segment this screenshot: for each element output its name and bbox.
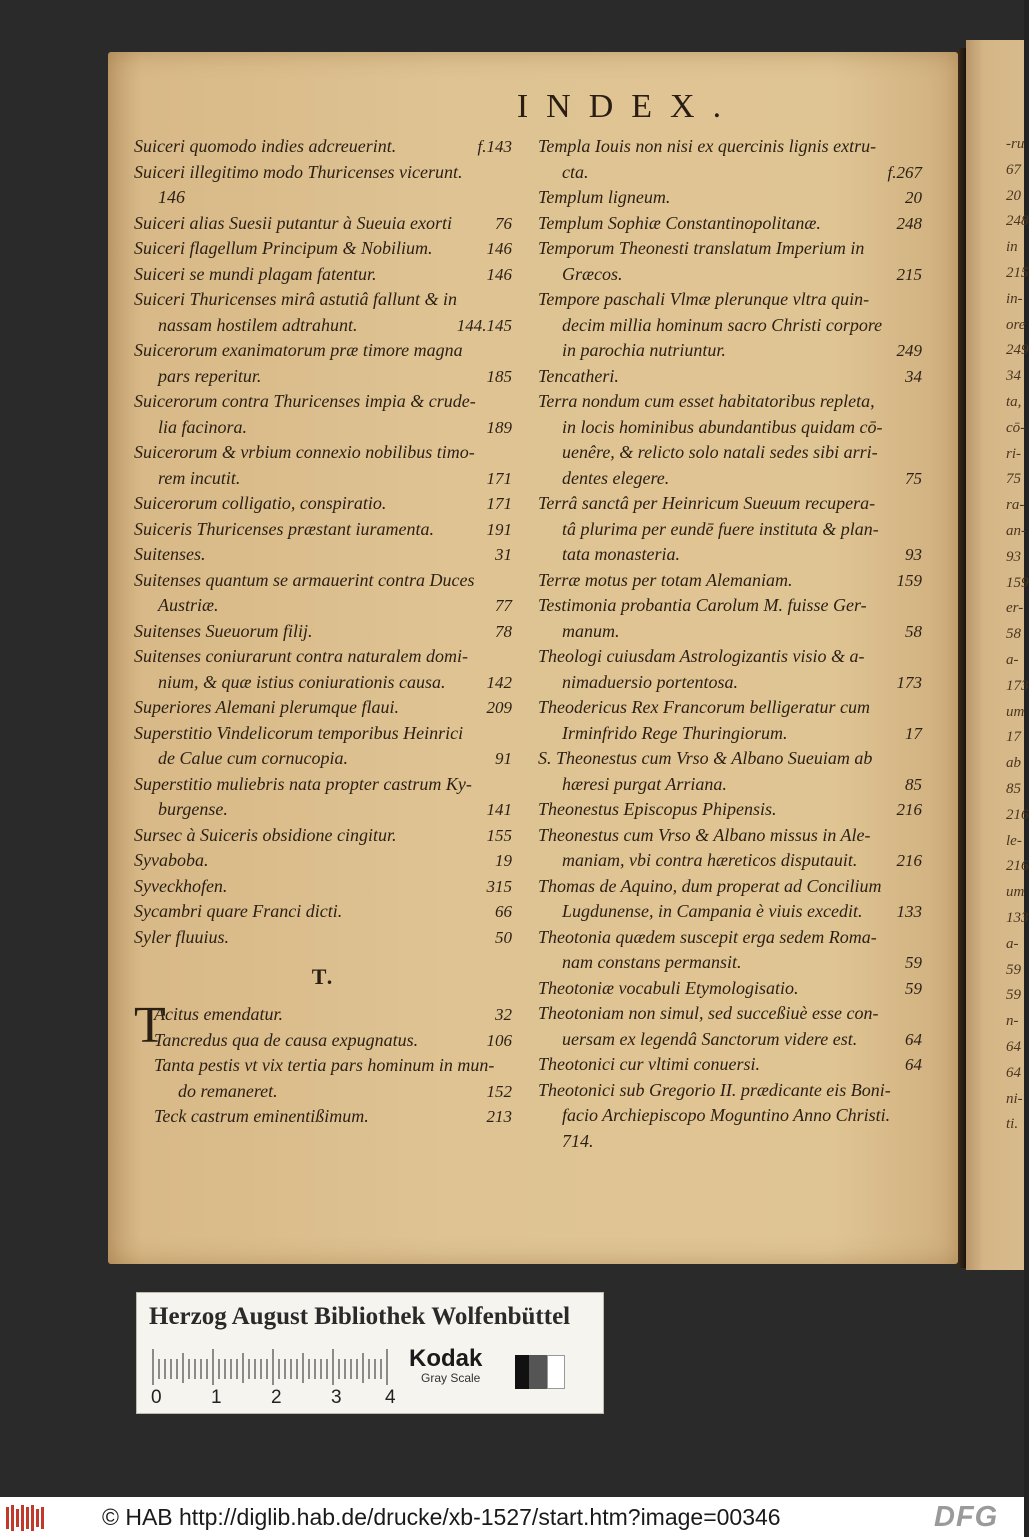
entry-line: Tencatheri. (538, 365, 619, 386)
entry-line: Suitenses Sueuorum filij. (134, 620, 313, 641)
entry-line: S. Theonestus cum Vrso & Albano Sueuiam ab (538, 748, 873, 768)
index-entry (538, 389, 922, 491)
page-number: 17 (905, 723, 922, 743)
page-number: 75 (905, 468, 922, 488)
entry-line: nium, & quæ istius coniurationis causa. (158, 671, 446, 692)
entry-line: cta. (562, 161, 589, 182)
entry-line: Tanta pestis vt vix tertia pars hominum in mun- (154, 1055, 495, 1075)
facing-page-fragment: a- (1006, 652, 1019, 668)
footer-bar (0, 1497, 1024, 1537)
facing-page-fragment: 17 (1006, 729, 1021, 746)
page-number: 64 (905, 1055, 922, 1074)
ruler-number: 4 (385, 1387, 396, 1408)
gray-patch-dark (529, 1355, 547, 1389)
index-entry (538, 797, 922, 823)
facing-page-fragment: 59 (1006, 961, 1021, 978)
index-entry (134, 899, 512, 925)
facing-page-fragment: er- (1006, 600, 1024, 617)
entry-line: Lugdunense, in Campania è viuis excedit. (562, 901, 863, 921)
entry-line: maniam, vbi contra hæreticos disputauit. (562, 850, 858, 870)
entry-line: Testimonia probantia Carolum M. fuisse Ger- (538, 595, 867, 615)
dfg-logo: DFG (934, 1501, 999, 1533)
facing-page-fragment: um (1006, 703, 1025, 720)
entry-line: facio Archiepiscopo Moguntino Anno Christi. (562, 1105, 891, 1125)
entry-line: Terra nondum cum esset habitatoribus repleta, (538, 391, 875, 411)
page-number: 315 (486, 876, 512, 896)
facing-page-fragment: a- (1006, 935, 1019, 952)
section-heading-t: T. (311, 964, 335, 989)
index-entry (538, 593, 922, 644)
facing-page-fragment: le- (1006, 832, 1022, 849)
page-number: 209 (486, 698, 512, 717)
book-page (108, 52, 958, 1264)
facing-page-fragment: 59 (1006, 987, 1021, 1004)
page-number: 78 (495, 621, 512, 641)
index-entry (538, 185, 922, 211)
entry-line: Theotoniæ vocabuli Etymologisatio. (538, 977, 799, 998)
page-number: 249 (896, 341, 922, 360)
page-number: 144.145 (456, 315, 512, 335)
facing-page-fragment: 93 (1006, 548, 1021, 565)
index-entry (134, 721, 512, 772)
entry-line: Theotonia quædem suscepit erga sedem Roma- (538, 926, 877, 947)
page-number: 215 (896, 264, 922, 284)
page-number: 50 (495, 927, 512, 947)
ruler-number: 2 (271, 1387, 282, 1408)
page-number: 58 (905, 621, 922, 641)
entry-line: Superstitio muliebris nata propter castrum Ky- (134, 773, 472, 794)
entry-line: Suiceri quomodo indies adcreuerint. (134, 136, 397, 156)
page-number: 155 (486, 825, 512, 845)
measurement-ruler (151, 1349, 391, 1389)
page-number: 76 (495, 213, 512, 233)
entry-line: Suiceri Thuricenses mirâ astutiâ fallunt & in (134, 289, 457, 309)
index-entry (134, 644, 512, 695)
facing-page-fragment: 216 (1006, 806, 1029, 823)
page-number: 142 (486, 672, 512, 692)
entry-line: Theodericus Rex Francorum belligeratur cum (538, 697, 870, 717)
page-number: 248 (896, 213, 922, 233)
page-number: 19 (495, 851, 512, 870)
entry-line: Superstitio Vindelicorum temporibus Heinrici (134, 722, 464, 743)
page-number: 159 (896, 570, 922, 590)
facing-page-fragment: 159 (1006, 574, 1029, 591)
left-column (134, 134, 512, 1130)
page-number: 189 (486, 417, 512, 437)
entry-line: Suiceri illegitimo modo Thuricenses vicerunt. (134, 161, 463, 182)
entry-line: Suicerorum colligatio, conspiratio. (134, 493, 387, 513)
facing-page-fragment: 249 (1006, 342, 1029, 359)
section-t-entries (134, 997, 512, 1130)
facing-page-fragment: 58 (1006, 626, 1021, 643)
index-entry (134, 338, 512, 389)
entry-line: lia facinora. (158, 416, 247, 437)
facing-page-fragment: n- (1006, 1013, 1019, 1030)
index-entry (134, 695, 512, 721)
facing-page-fragment: 75 (1006, 471, 1021, 488)
entry-line: do remaneret. (178, 1080, 278, 1101)
page-number: 64 (905, 1029, 922, 1049)
index-entry (538, 1052, 922, 1078)
facing-page-fragment: um (1006, 884, 1025, 901)
index-entry (134, 236, 512, 262)
entry-line: Superiores Alemani plerumque flaui. (134, 697, 399, 717)
entry-line: tâ plurima per eundē fuere instituta & plan- (562, 518, 879, 539)
index-entry (538, 1001, 922, 1052)
entry-line: uenêre, & relicto solo natali sedes sibi arri- (562, 442, 878, 462)
gray-patch-black (515, 1355, 529, 1389)
entry-line: pars reperitur. (158, 365, 262, 386)
book-spine (958, 48, 966, 1268)
facing-page-fragment: 34 (1006, 368, 1021, 385)
page-number: 146 (486, 239, 512, 258)
index-entry (134, 772, 512, 823)
page-number: 191 (486, 519, 512, 539)
index-entry (134, 619, 512, 645)
entry-line: Theonestus cum Vrso & Albano missus in Ale- (538, 824, 871, 845)
entry-line: Austriæ. (158, 595, 219, 615)
hab-logo-icon (6, 1505, 46, 1531)
entry-line: dentes elegere. (562, 467, 670, 488)
entry-line: Tancredus qua de causa expugnatus. (154, 1029, 419, 1050)
facing-page-fragment: 64 (1006, 1064, 1021, 1081)
entry-line: Acitus emendatur. (154, 1004, 283, 1024)
color-calibration-card (136, 1292, 604, 1414)
facing-page-fragment: ta, (1006, 394, 1022, 410)
facing-page-fragment: ti. (1006, 1116, 1019, 1133)
page-number: 20 (905, 188, 922, 207)
page-number: 133 (896, 902, 922, 921)
drop-capital: T (134, 997, 166, 1054)
ruler-number: 0 (151, 1387, 162, 1408)
index-entry (134, 874, 512, 900)
entry-line: Terrâ sanctâ per Heinricum Sueuum recupera- (538, 493, 876, 513)
entry-line: Irminfrido Rege Thuringiorum. (562, 722, 788, 743)
entry-line: Theotonici sub Gregorio II. prædicante eis Boni- (538, 1079, 891, 1100)
entry-line: hæresi purgat Arriana. (562, 773, 727, 794)
entry-line: Suiceris Thuricenses præstant iuramenta. (134, 518, 434, 539)
copyright-url: © HAB http://diglib.hab.de/drucke/xb-1527/start.htm?image=00346 (102, 1504, 781, 1530)
entry-line: Teck castrum eminentißimum. (154, 1106, 369, 1126)
page-header: INDEX. (516, 88, 740, 125)
page-number: 152 (486, 1081, 512, 1101)
page-number: 59 (905, 953, 922, 972)
index-entry (538, 695, 922, 746)
index-entry (134, 568, 512, 619)
index-entry (154, 1002, 512, 1028)
index-entry (538, 364, 922, 390)
entry-line: Theologi cuiusdam Astrologizantis visio & a- (538, 646, 865, 666)
ruler-number: 1 (211, 1387, 222, 1408)
entry-line: rem incutit. (158, 467, 241, 488)
index-entry (134, 542, 512, 568)
entry-line: Sursec à Suiceris obsidione cingitur. (134, 824, 397, 845)
entry-line: nimaduersio portentosa. (562, 671, 739, 692)
facing-page-fragment: 215 (1006, 265, 1029, 281)
index-entry (134, 491, 512, 517)
facing-page-fragment: in- (1006, 290, 1023, 307)
page-number: 146 (486, 264, 512, 284)
index-entry (538, 976, 922, 1002)
page-number: 85 (905, 774, 922, 794)
index-entry (538, 134, 922, 185)
page-number: 171 (486, 468, 512, 488)
page-number: f.267 (887, 162, 922, 182)
entry-line: in locis hominibus abundantibus quidam cō- (562, 416, 883, 437)
entry-line: Suicerorum contra Thuricenses impia & crude- (134, 391, 476, 411)
index-entry (154, 1053, 512, 1104)
facing-page-fragment: 85 (1006, 781, 1021, 797)
entry-line: decim millia hominum sacro Christi corpore (562, 314, 883, 335)
index-entry (134, 389, 512, 440)
entry-line: Terræ motus per totam Alemaniam. (538, 569, 793, 590)
entry-line: nassam hostilem adtrahunt. (158, 314, 358, 335)
page-number: 213 (486, 1107, 512, 1126)
page-number: 59 (905, 978, 922, 998)
facing-page-fragment: ri- (1006, 445, 1021, 462)
page-number: 173 (896, 672, 922, 692)
index-entry (154, 1028, 512, 1054)
entry-line: Theonestus Episcopus Phipensis. (538, 799, 777, 819)
page-number: 141 (486, 800, 512, 819)
entry-line: burgense. (158, 799, 228, 819)
entry-line: Sycambri quare Franci dicti. (134, 901, 343, 921)
facing-page-edge (966, 40, 1029, 1270)
index-entry (538, 874, 922, 925)
index-entry (134, 160, 512, 211)
entry-line: Suitenses coniurarunt contra naturalem domi- (134, 646, 468, 666)
index-entry (538, 287, 922, 364)
page-number: 171 (486, 494, 512, 513)
index-entry (538, 211, 922, 237)
index-entry (538, 236, 922, 287)
entry-line: Suiceri flagellum Principum & Nobilium. (134, 238, 433, 258)
entry-line: Templum Sophiæ Constantinopolitanæ. (538, 212, 821, 233)
page-number: 32 (495, 1005, 512, 1024)
index-entry (134, 262, 512, 288)
gray-patch-white (547, 1355, 565, 1389)
facing-page-fragment: ni- (1006, 1090, 1023, 1107)
entry-line: in parochia nutriuntur. (562, 340, 726, 360)
index-entry (538, 568, 922, 594)
index-entry (538, 491, 922, 568)
entry-line: Tempore paschali Vlmæ plerunque vltra quin- (538, 289, 870, 309)
ruler-number: 3 (331, 1387, 342, 1408)
page-number: 216 (896, 800, 922, 819)
entry-line: nam constans permansit. (562, 952, 742, 972)
entry-line: tata monasteria. (562, 544, 681, 564)
index-entry (538, 925, 922, 976)
facing-page-fragment: 173 (1006, 677, 1029, 694)
page-number: 66 (495, 902, 512, 921)
facing-page-fragment: 64 (1006, 1039, 1021, 1055)
index-entry (134, 287, 512, 338)
facing-page-fragment: 248 (1006, 213, 1029, 230)
index-entry (134, 823, 512, 849)
index-entry (134, 848, 512, 874)
index-entry (134, 925, 512, 951)
entry-line: Suiceri se mundi plagam fatentur. (134, 263, 377, 284)
facing-page-fragment: in (1006, 239, 1018, 256)
facing-page-fragment: 216 (1006, 858, 1029, 875)
kodak-logo: Kodak (409, 1345, 483, 1372)
entry-line: Syvaboba. (134, 850, 209, 870)
entry-line: Theotoniam non simul, sed succeßiuè esse con- (538, 1003, 879, 1023)
right-column (538, 134, 922, 1154)
index-entry (538, 1078, 922, 1155)
page-number: 185 (486, 366, 512, 386)
entry-line: Suicerorum & vrbium connexio nobilibus timo- (134, 442, 475, 462)
facing-page-fragment: cō- (1006, 419, 1026, 436)
entry-line: 714. (562, 1130, 594, 1151)
page-number: 77 (495, 596, 512, 615)
entry-line: de Calue cum cornucopia. (158, 748, 348, 768)
facing-page-fragment: ab (1006, 755, 1021, 772)
entry-line: Templa Iouis non nisi ex quercinis lignis extru- (538, 136, 877, 156)
entry-line: Suitenses quantum se armauerint contra Duces (134, 569, 475, 590)
entry-line: Suicerorum exanimatorum præ timore magna (134, 340, 463, 360)
entry-line: Syler fluuius. (134, 926, 229, 947)
facing-page-fragment: -ru (1006, 136, 1025, 152)
entry-line: Suitenses. (134, 544, 206, 564)
entry-line: 146 (158, 187, 185, 207)
facing-page-fragment: ore (1006, 316, 1026, 333)
entry-line: Templum ligneum. (538, 187, 671, 207)
gray-scale-label: Gray Scale (421, 1371, 481, 1385)
page-number: 31 (495, 545, 512, 564)
index-entry (538, 823, 922, 874)
entry-line: Græcos. (562, 263, 623, 284)
entry-line: Theotonici cur vltimi conuersi. (538, 1054, 760, 1074)
index-entry (154, 1104, 512, 1130)
entry-line: Suiceri alias Suesii putantur à Sueuia exorti (134, 212, 452, 233)
page-number: f.143 (477, 137, 512, 156)
facing-page-fragment: 133 (1006, 910, 1029, 926)
page-number: 91 (495, 749, 512, 768)
facing-page-fragment: 67 (1006, 161, 1021, 178)
entry-line: Temporum Theonesti translatum Imperium in (538, 238, 865, 258)
index-entry (134, 211, 512, 237)
page-number: 216 (896, 851, 922, 870)
index-entry (134, 440, 512, 491)
library-name: Herzog August Bibliothek Wolfenbüttel (149, 1303, 571, 1330)
entry-line: Syveckhofen. (134, 875, 228, 896)
index-entry (134, 517, 512, 543)
entry-line: manum. (562, 620, 620, 641)
facing-page-fragment: an- (1006, 523, 1026, 539)
index-entry (134, 134, 512, 160)
page-number: 34 (905, 366, 922, 386)
index-entry (538, 644, 922, 695)
entry-line: uersam ex legendâ Sanctorum videre est. (562, 1028, 858, 1049)
index-entry (538, 746, 922, 797)
page-number: 93 (905, 545, 922, 564)
facing-page-fragment: 20 (1006, 187, 1021, 204)
page-number: 106 (486, 1030, 512, 1050)
facing-page-fragment: ra- (1006, 497, 1025, 514)
entry-line: Thomas de Aquino, dum properat ad Concilium (538, 875, 882, 896)
